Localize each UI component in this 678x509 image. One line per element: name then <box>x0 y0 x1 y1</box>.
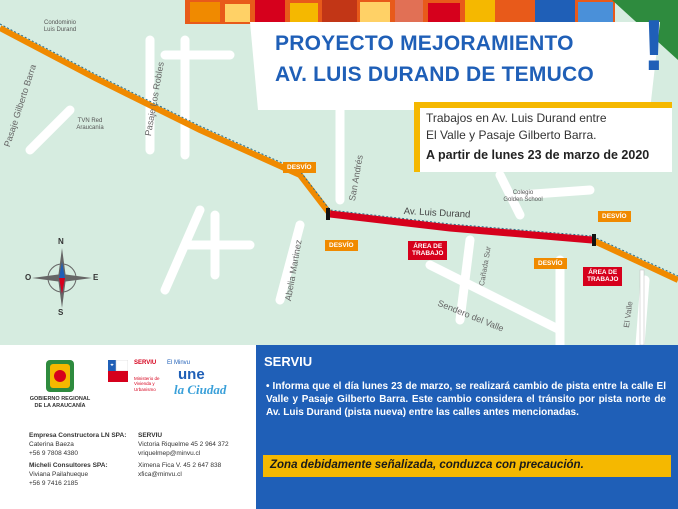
gobierno-regional-crest-icon <box>42 358 78 394</box>
barrier-left <box>326 208 330 220</box>
label-condominio: Condominio Luis Durand <box>43 20 77 34</box>
contact-micheli-phone: +56 9 7416 2185 <box>29 480 78 487</box>
serviu-logo-label: SERVIU <box>134 360 157 366</box>
label-luis-durand: Av. Luis Durand <box>403 206 471 221</box>
label-sendero-del-valle: Sendero del Valle <box>436 298 506 334</box>
contact-empresa-phone: +56 9 7808 4380 <box>29 450 78 457</box>
minvu-une-label: une <box>178 366 205 383</box>
compass-south: S <box>58 308 64 317</box>
info-line-3: A partir de lunes 23 de marzo de 2020 <box>426 148 650 162</box>
area-trabajo-marker-1: ÁREA DE TRABAJO <box>408 241 447 260</box>
contact-micheli-name: Viviana Pailahueque <box>29 471 89 478</box>
el-valle-strip <box>640 270 644 345</box>
minvu-top-label: El Minvu <box>167 360 191 366</box>
info-line-2: El Valle y Pasaje Gilberto Barra. <box>426 128 597 142</box>
desvio-marker-4: DESVÍO <box>534 258 567 269</box>
label-el-valle: El Valle <box>622 300 635 329</box>
label-los-robles: Pasaje Los Robles <box>143 61 166 137</box>
label-canada-sur: Cañada Sur <box>477 245 493 287</box>
barrier-right <box>592 234 596 246</box>
contact-serviu-title: SERVIU <box>138 432 163 439</box>
contact-empresa-title: Empresa Constructora LN SPA: <box>29 432 127 439</box>
contact-serviu-line-1: Victoria Riquelme 45 2 964 372 <box>138 441 229 448</box>
area-trabajo-marker-2: ÁREA DE TRABAJO <box>583 267 622 286</box>
minvu-ciudad-label: la Ciudad <box>174 382 227 397</box>
contact-serviu-line-3: Ximena Fica V. 45 2 647 838 <box>138 462 222 469</box>
desvio-marker-1: DESVÍO <box>283 162 316 173</box>
exclamation-icon: ! <box>642 6 666 86</box>
contact-micheli-title: Micheli Consultores SPA: <box>29 462 108 469</box>
serviu-panel <box>256 345 678 509</box>
label-colegio: Colegio Golden School <box>503 190 543 204</box>
gobierno-regional-label: GOBIERNO REGIONAL DE LA ARAUCANÍA <box>29 396 91 409</box>
desvio-marker-2: DESVÍO <box>325 240 358 251</box>
contact-serviu-line-2: vriquelmep@minvu.cl <box>138 450 201 457</box>
label-abelia-martinez: Abelia Martinez <box>283 238 304 302</box>
serviu-panel-title: SERVIU <box>264 354 313 369</box>
title-line-1: PROYECTO MEJORAMIENTO <box>275 32 574 55</box>
contact-empresa-name: Caterina Baeza <box>29 441 74 448</box>
label-san-andres: San Andrés <box>347 154 365 202</box>
label-gilberto-barra: Pasaje Gilberto Barra <box>2 63 39 149</box>
serviu-flag-icon <box>108 360 128 382</box>
desvio-marker-3: DESVÍO <box>598 211 631 222</box>
compass-north: N <box>58 237 64 246</box>
zona-text: Zona debidamente señalizada, conduzca con precaución. <box>270 459 584 471</box>
compass-east: E <box>93 273 99 282</box>
label-tvn: TVN Red Araucanía <box>76 118 104 132</box>
contact-serviu-line-4: xfica@minvu.cl <box>138 471 182 478</box>
serviu-panel-text: • Informa que el día lunes 23 de marzo, se realizará cambio de pista entre la calle El Valle y Pasaje Gilberto Barra. Este cambio considera el tránsito por pista norte de Av. Luis Durand (pista nueva) entre las calles antes mencionadas. <box>266 381 666 419</box>
info-line-1: Trabajos en Av. Luis Durand entre <box>426 111 607 125</box>
title-line-2: AV. LUIS DURAND DE TEMUCO <box>275 63 594 86</box>
serviu-logo-sub: Ministerio de Vivienda y Urbanismo <box>134 376 160 392</box>
compass-west: O <box>25 273 32 282</box>
